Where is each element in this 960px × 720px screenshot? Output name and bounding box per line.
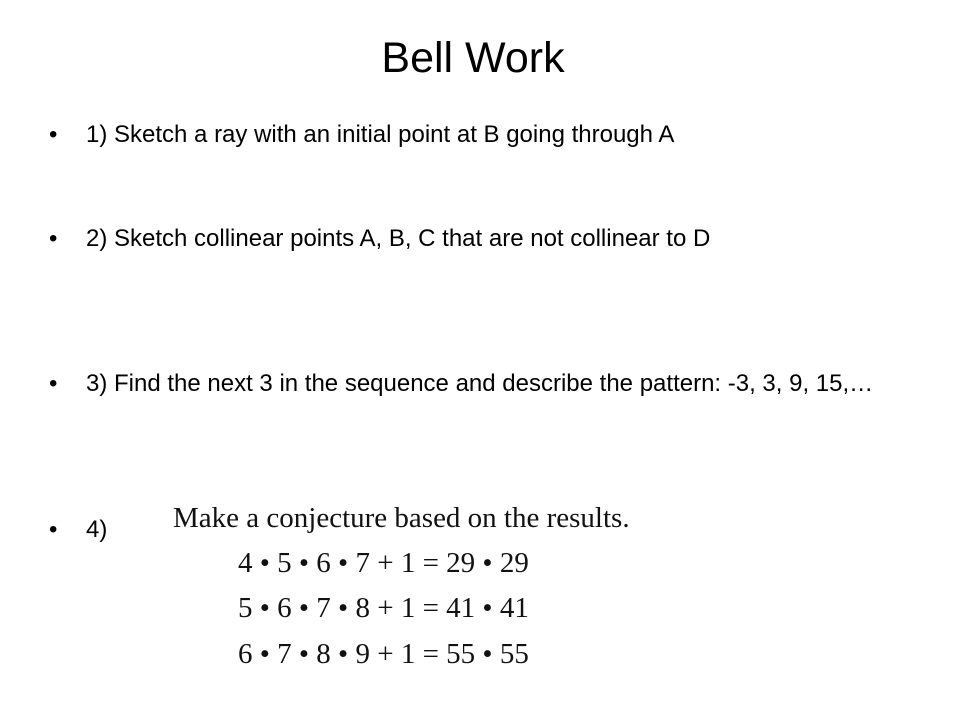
bullet-marker: •: [49, 370, 58, 397]
bullet-text: 1) Sketch a ray with an initial point at B going through A: [86, 121, 675, 148]
conjecture-image: [168, 496, 668, 686]
slide-title: Bell Work: [381, 34, 565, 82]
bullet-text: 4): [86, 516, 108, 543]
bullet-text: 3) Find the next 3 in the sequence and describe the pattern: -3, 3, 9, 15,…: [86, 370, 874, 397]
bullet-marker: •: [49, 516, 58, 543]
conjecture-heading: Make a conjecture based on the results.: [173, 502, 630, 534]
bullet-marker: •: [49, 225, 58, 252]
bullet-item-3: [49, 364, 879, 404]
bullet-item-2: [49, 219, 879, 259]
bullet-item-1: [49, 115, 879, 155]
bullet-text: 2) Sketch collinear points A, B, C that are not collinear to D: [86, 225, 711, 252]
equation-line: 6 • 7 • 8 • 9 + 1 = 55 • 55: [238, 638, 529, 670]
equation-line: 5 • 6 • 7 • 8 + 1 = 41 • 41: [238, 592, 529, 624]
bullet-marker: •: [49, 121, 58, 148]
equation-line: 4 • 5 • 6 • 7 + 1 = 29 • 29: [238, 547, 529, 579]
